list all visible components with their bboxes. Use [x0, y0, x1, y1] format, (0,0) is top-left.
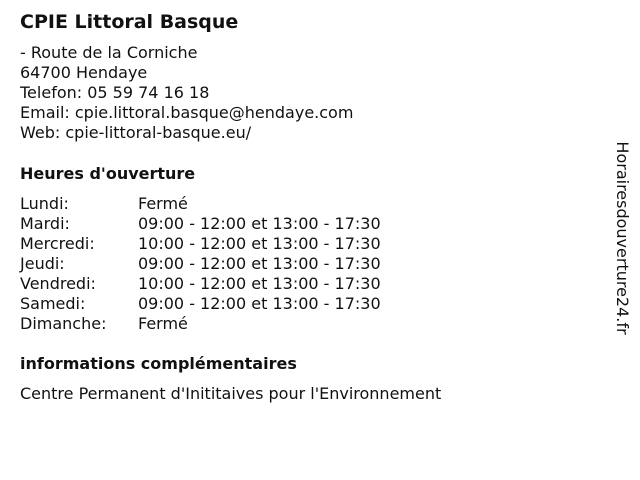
hours-row-wednesday	[20, 234, 381, 254]
email-line[interactable]: Email: cpie.littoral.basque@hendaye.com	[20, 103, 354, 122]
day-label: Vendredi:	[20, 274, 96, 293]
day-label: Lundi:	[20, 194, 69, 213]
day-label: Mardi:	[20, 214, 70, 233]
hours-row-saturday	[20, 294, 381, 314]
phone-line[interactable]: Telefon: 05 59 74 16 18	[20, 83, 210, 102]
business-card	[20, 9, 590, 404]
day-label: Dimanche:	[20, 314, 107, 333]
day-hours: 10:00 - 12:00 et 13:00 - 17:30	[138, 234, 381, 253]
day-hours: 09:00 - 12:00 et 13:00 - 17:30	[138, 254, 381, 273]
day-label: Jeudi:	[20, 254, 65, 273]
day-label: Mercredi:	[20, 234, 95, 253]
day-label: Samedi:	[20, 294, 86, 313]
hours-table	[20, 194, 381, 334]
hours-row-sunday	[20, 314, 381, 334]
hours-row-thursday	[20, 254, 381, 274]
day-hours: Fermé	[138, 314, 188, 333]
business-name: CPIE Littoral Basque	[20, 11, 239, 33]
web-line[interactable]: Web: cpie-littoral-basque.eu/	[20, 123, 252, 142]
hours-row-monday	[20, 194, 381, 214]
day-hours: 09:00 - 12:00 et 13:00 - 17:30	[138, 214, 381, 233]
hours-row-friday	[20, 274, 381, 294]
address-line-1: - Route de la Corniche	[20, 43, 198, 62]
hours-title: Heures d'ouverture	[20, 164, 196, 183]
day-hours: 10:00 - 12:00 et 13:00 - 17:30	[138, 274, 381, 293]
hours-row-tuesday	[20, 214, 381, 234]
info-text: Centre Permanent d'Inititaives pour l'Environnement	[20, 384, 442, 403]
address-line-2: 64700 Hendaye	[20, 63, 148, 82]
info-title: informations complémentaires	[20, 354, 297, 373]
day-hours: Fermé	[138, 194, 188, 213]
day-hours: 09:00 - 12:00 et 13:00 - 17:30	[138, 294, 381, 313]
site-watermark: Horairesdouverture24.fr	[613, 141, 632, 335]
